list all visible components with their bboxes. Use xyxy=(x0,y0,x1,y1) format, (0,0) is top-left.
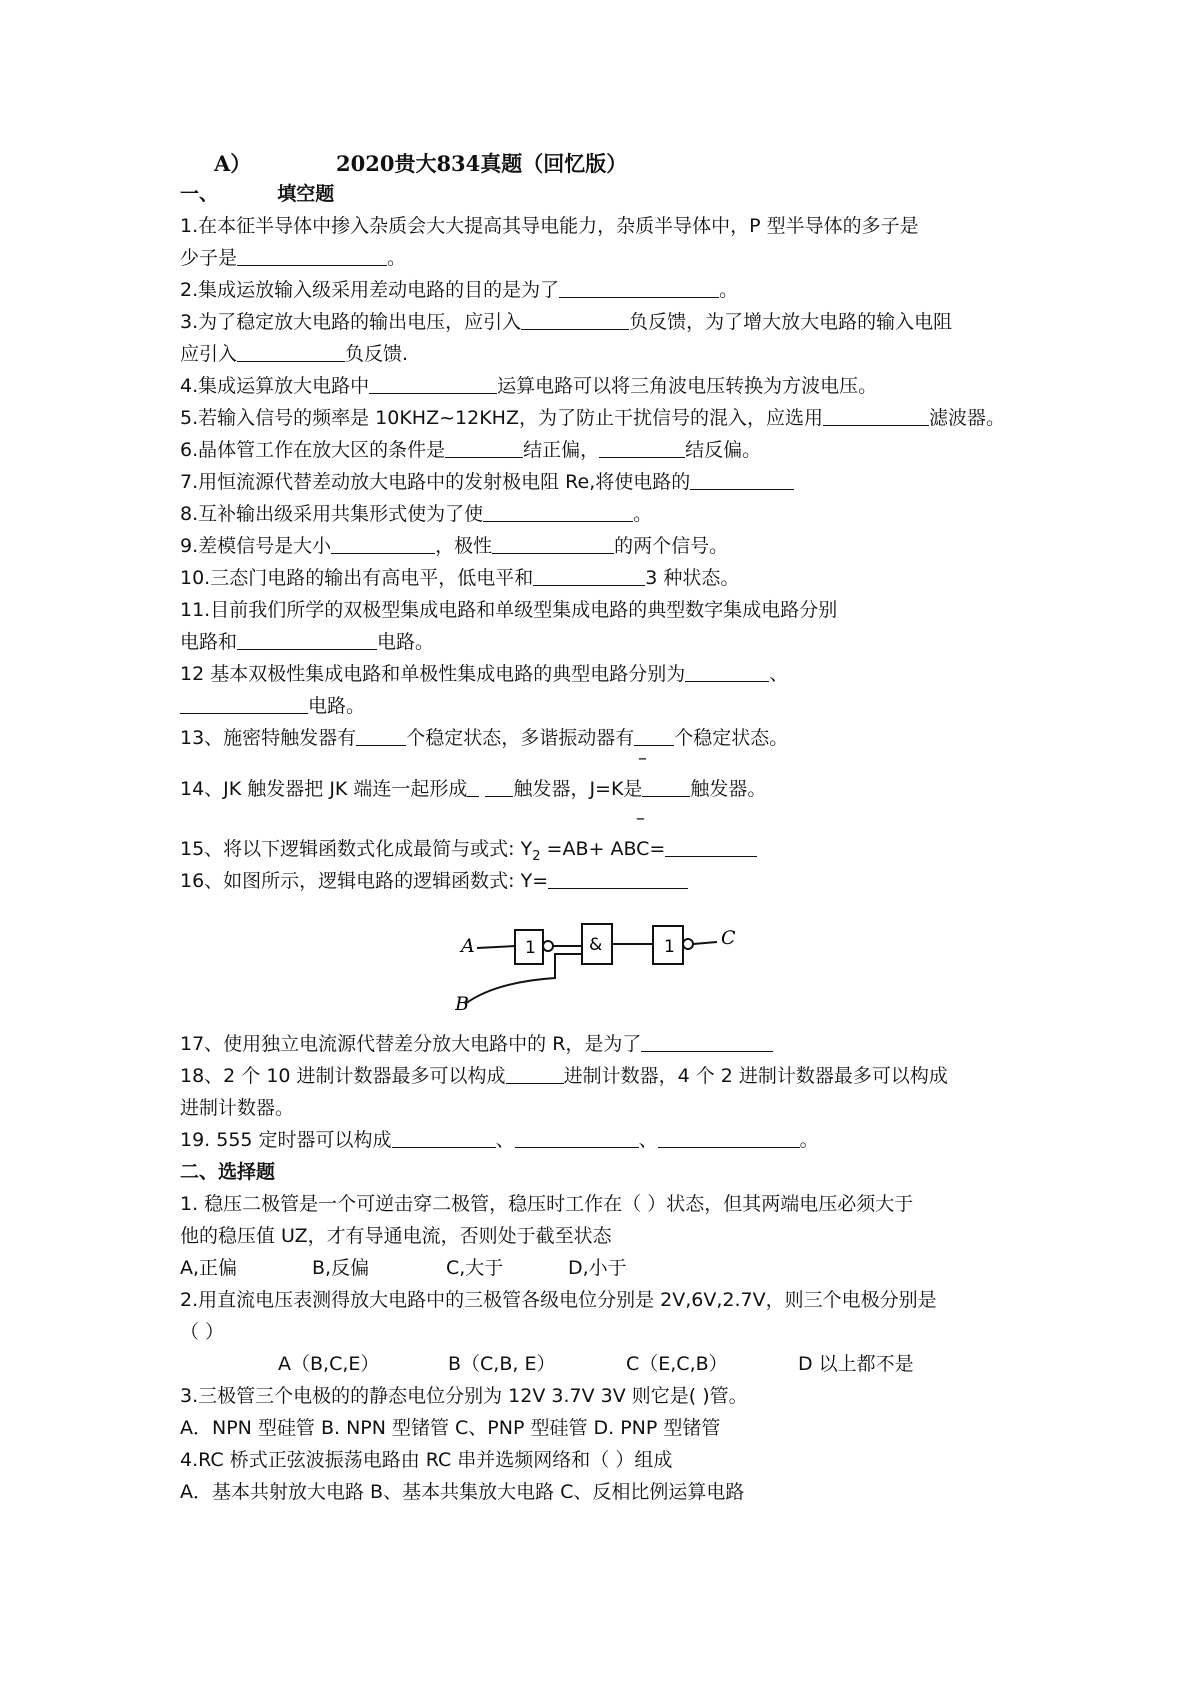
input-a-label: A xyxy=(461,935,475,957)
fill-q18-text: 18、2 个 10 进制计数器最多可以构成 xyxy=(180,1065,506,1087)
answer-blank[interactable] xyxy=(515,1127,639,1148)
answer-blank[interactable] xyxy=(445,437,523,458)
choice-q1-option-c[interactable]: C,大于 xyxy=(446,1257,504,1279)
choice-q2-line1: 2.用直流电压表测得放大电路中的三极管各级电位分别是 2V,6V,2.7V，则三个电极分别是 xyxy=(180,1289,937,1311)
answer-blank[interactable] xyxy=(823,405,929,426)
fill-q11-line2 xyxy=(180,629,434,655)
title-label: A） xyxy=(214,151,252,176)
fill-q19-end: 。 xyxy=(799,1129,819,1151)
fill-q6-mid: 结正偏， xyxy=(523,439,600,461)
answer-blank[interactable] xyxy=(642,776,690,797)
fill-q4-end: 运算电路可以将三角波电压转换为方波电压。 xyxy=(497,375,878,397)
fill-q1-line1: 1.在本征半导体中掺入杂质会大大提高其导电能力，杂质半导体中，P 型半导体的多子是 xyxy=(180,215,919,237)
answer-blank[interactable] xyxy=(331,533,435,554)
section1-name: 填空题 xyxy=(277,183,335,205)
answer-blank[interactable] xyxy=(685,661,769,682)
fill-q7 xyxy=(180,469,794,495)
answer-blank[interactable] xyxy=(369,373,497,394)
fill-q11-line1: 11.目前我们所学的双极型集成电路和单级型集成电路的典型数字集成电路分别 xyxy=(180,599,838,621)
section2-heading: 二、选择题 xyxy=(180,1161,276,1183)
fill-q13-end: 个稳定状态。 xyxy=(674,727,789,749)
inversion-bubble-2 xyxy=(683,939,693,949)
fill-q8-text: 8.互补输出级采用共集形式使为了使 xyxy=(180,503,484,525)
answer-blank[interactable] xyxy=(634,725,674,746)
fill-q9 xyxy=(180,533,728,559)
answer-blank[interactable] xyxy=(485,776,513,797)
fill-q16 xyxy=(180,868,688,894)
fill-q15-expr: =AB+ ABC= xyxy=(540,838,666,860)
fill-q11-end: 电路。 xyxy=(377,631,435,653)
fill-q10 xyxy=(180,565,739,591)
fill-q2-text: 2.集成运放输入级采用差动电路的目的是为了 xyxy=(180,279,560,301)
choice-q2-option-a[interactable]: A（B,C,E） xyxy=(278,1353,380,1375)
answer-blank[interactable] xyxy=(237,629,377,650)
fill-q18-line2: 进制计数器。 xyxy=(180,1097,295,1119)
fill-q12-line1 xyxy=(180,661,788,687)
answer-blank[interactable] xyxy=(483,501,633,522)
answer-blank[interactable] xyxy=(559,277,719,298)
gate3-symbol: 1 xyxy=(664,937,675,957)
answer-blank[interactable] xyxy=(599,437,685,458)
fill-q9-mid: ，极性 xyxy=(435,535,493,557)
logic-circuit-diagram xyxy=(455,912,765,1012)
answer-blank[interactable] xyxy=(237,245,387,266)
answer-blank[interactable] xyxy=(658,1127,800,1148)
fill-q5-end: 滤波器。 xyxy=(928,407,1005,429)
answer-blank[interactable] xyxy=(533,565,645,586)
fill-q2-end: 。 xyxy=(719,279,739,301)
fill-q12-text: 12 基本双极性集成电路和单极性集成电路的典型电路分别为 xyxy=(180,663,686,685)
fill-q3-text3: 应引入 xyxy=(180,343,238,365)
fill-q6-end: 结反偏。 xyxy=(685,439,762,461)
fill-q19-text: 19. 555 定时器可以构成 xyxy=(180,1129,392,1151)
fill-q19-sep2: 、 xyxy=(638,1129,658,1151)
gate1-symbol: 1 xyxy=(525,938,536,958)
choice-q3: 3.三极管三个电极的的静态电位分别为 12V 3.7V 3V 则它是( )管。 xyxy=(180,1385,748,1407)
fill-q13 xyxy=(180,725,788,751)
choice-q1-option-a[interactable]: A,正偏 xyxy=(180,1257,238,1279)
fill-q8 xyxy=(180,501,652,527)
choice-q1-line2: 他的稳压值 UZ，才有导通电流，否则处于截至状态 xyxy=(180,1225,612,1247)
fill-q17-text: 17、使用独立电流源代替差分放大电路中的 R，是为了 xyxy=(180,1033,642,1055)
wire-b xyxy=(465,954,582,1004)
answer-blank[interactable] xyxy=(690,469,794,490)
fill-q14-text: 14、JK 触发器把 JK 端连一起形成 xyxy=(180,778,468,800)
fill-q13-mid: 个稳定状态，多谐振动器有 xyxy=(406,727,635,749)
fill-q4 xyxy=(180,373,877,399)
answer-blank[interactable] xyxy=(492,533,614,554)
choice-q4: 4.RC 桥式正弦波振荡电路由 RC 串并选频网络和（ ）组成 xyxy=(180,1449,673,1471)
fill-q5-text: 5.若输入信号的频率是 10KHZ~12KHZ，为了防止干扰信号的混入，应选用 xyxy=(180,407,823,429)
fill-q9-text: 9.差模信号是大小 xyxy=(180,535,332,557)
fill-q15 xyxy=(180,836,757,870)
choice-q1-option-d[interactable]: D,小于 xyxy=(568,1257,627,1279)
overbar-mark: – xyxy=(638,748,647,769)
wire-a xyxy=(477,946,515,948)
answer-blank[interactable] xyxy=(392,1127,496,1148)
fill-q3-end: 负反馈. xyxy=(345,343,409,365)
fill-q8-end: 。 xyxy=(633,503,653,525)
answer-blank[interactable] xyxy=(641,1031,773,1052)
fill-q12-sep: 、 xyxy=(769,663,789,685)
fill-q10-end: 3 种状态。 xyxy=(645,567,740,589)
fill-q14 xyxy=(180,776,766,802)
choice-q2-option-c[interactable]: C（E,C,B） xyxy=(626,1353,728,1375)
wire-output xyxy=(693,942,717,944)
fill-q9-end: 的两个信号。 xyxy=(614,535,729,557)
overbar-mark: – xyxy=(636,808,645,829)
fill-q5 xyxy=(180,405,1005,431)
gate2-symbol: & xyxy=(589,935,603,955)
choice-q4-options[interactable]: A．基本共射放大电路 B、基本共集放大电路 C、反相比例运算电路 xyxy=(180,1481,745,1503)
fill-q12-end: 电路。 xyxy=(308,695,366,717)
section1-number: 一、 xyxy=(180,183,219,205)
fill-q1-line2 xyxy=(180,245,406,271)
fill-q1-text: 少子是 xyxy=(180,247,238,269)
fill-q12-line2 xyxy=(180,693,365,719)
choice-q2-option-d[interactable]: D 以上都不是 xyxy=(798,1353,914,1375)
fill-q15-subscript: 2 xyxy=(532,848,541,864)
choice-q2-line2: （ ） xyxy=(180,1321,225,1343)
fill-q16-text: 16、如图所示，逻辑电路的逻辑函数式: Y= xyxy=(180,870,549,892)
fill-q14-mid: 触发器，J=K是 xyxy=(513,778,643,800)
choice-q2-option-b[interactable]: B（C,B, E） xyxy=(448,1353,556,1375)
answer-blank[interactable] xyxy=(180,693,308,714)
page-title: 2020贵大834真题（回忆版） xyxy=(336,151,628,176)
fill-q13-text: 13、施密特触发器有 xyxy=(180,727,357,749)
answer-blank[interactable] xyxy=(521,309,629,330)
fill-q2 xyxy=(180,277,738,303)
fill-q3-line1 xyxy=(180,309,952,335)
fill-q17 xyxy=(180,1031,773,1057)
fill-q1-end: 。 xyxy=(387,247,407,269)
fill-q18-line1 xyxy=(180,1063,948,1089)
answer-blank[interactable] xyxy=(506,1063,564,1084)
fill-q15-text: 15、将以下逻辑函数式化成最简与或式: Y xyxy=(180,838,533,860)
fill-q3-line2 xyxy=(180,341,408,367)
section1-heading xyxy=(180,181,334,207)
choice-q3-options[interactable]: A．NPN 型硅管 B. NPN 型锗管 C、PNP 型硅管 D. PNP 型锗管 xyxy=(180,1417,721,1439)
fill-q6-text: 6.晶体管工作在放大区的条件是 xyxy=(180,439,446,461)
fill-q11-text: 电路和 xyxy=(180,631,238,653)
choice-q1-option-b[interactable]: B,反偏 xyxy=(312,1257,370,1279)
fill-q10-text: 10.三态门电路的输出有高电平，低电平和 xyxy=(180,567,534,589)
fill-q14-end: 触发器。 xyxy=(690,778,767,800)
inversion-bubble-1 xyxy=(543,941,553,951)
input-b-label: B xyxy=(455,993,469,1012)
choice-q1-line1: 1. 稳压二极管是一个可逆击穿二极管，稳压时工作在（ ）状态，但其两端电压必须大于 xyxy=(180,1193,914,1215)
answer-blank[interactable] xyxy=(548,868,688,889)
answer-blank[interactable] xyxy=(665,836,757,857)
fill-q4-text: 4.集成运算放大电路中 xyxy=(180,375,370,397)
fill-q7-text: 7.用恒流源代替差动放大电路中的发射极电阻 Re,将使电路的 xyxy=(180,471,691,493)
fill-q3-text: 3.为了稳定放大电路的输出电压，应引入 xyxy=(180,311,522,333)
fill-q19-sep1: 、 xyxy=(495,1129,515,1151)
answer-blank[interactable] xyxy=(467,776,479,797)
answer-blank[interactable] xyxy=(237,341,345,362)
fill-q19 xyxy=(180,1127,819,1153)
fill-q18-text2: 进制计数器，4 个 2 进制计数器最多可以构成 xyxy=(563,1065,948,1087)
fill-q3-text2: 负反馈，为了增大放大电路的输入电阻 xyxy=(629,311,953,333)
fill-q6 xyxy=(180,437,761,463)
answer-blank[interactable] xyxy=(356,725,406,746)
output-c-label: C xyxy=(721,927,736,949)
